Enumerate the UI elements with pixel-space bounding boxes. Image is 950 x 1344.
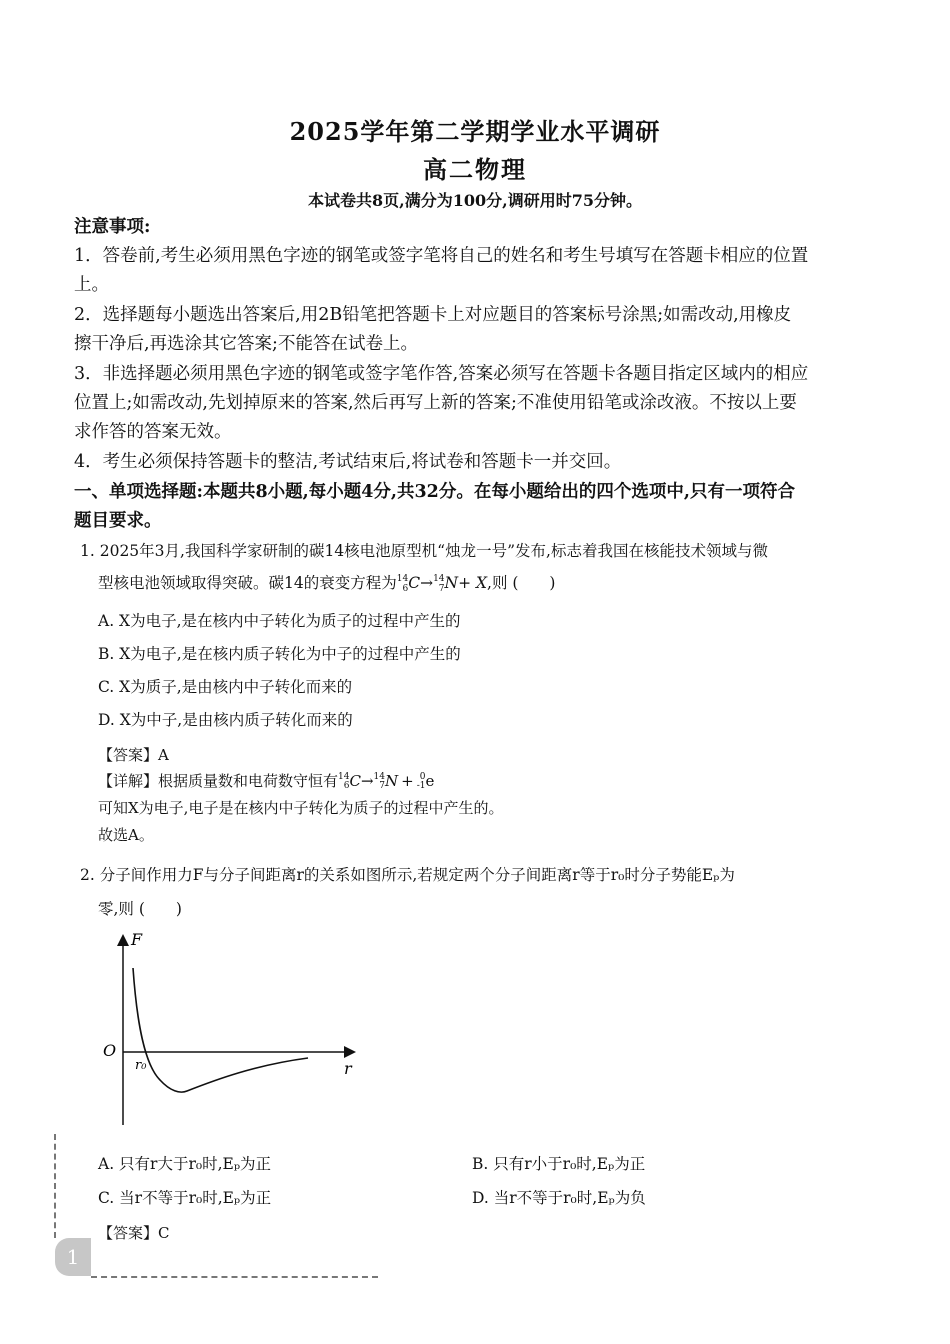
detail-n-mass: 14 (373, 772, 385, 782)
subject-title: 高二物理 (423, 155, 527, 184)
carbon-symbol: C (408, 574, 421, 592)
q1-stem-line-2 (98, 569, 878, 597)
q2-answer: 【答案】C (98, 1224, 170, 1242)
q2-stem-line-2: 零,则 ( ) (98, 900, 182, 918)
note-2-line-2: 擦干净后,再选涂其它答案;不能答在试卷上。 (74, 334, 418, 354)
note-3-line-1: 3．非选择题必须用黑色字迹的钢笔或签字笔作答,答案必须写在答题卡各题目指定区域内的相应 (74, 364, 809, 384)
q2-option-b: B. 只有r小于r₀时,Eₚ为正 (472, 1155, 646, 1173)
q2-stem-line-1: 2. 分子间作用力F与分子间距离r的关系如图所示,若规定两个分子间距离r等于r₀时分子势能Eₚ为 (80, 866, 735, 884)
decay-equation (397, 574, 487, 592)
q1-stem-end: ,则 ( ) (487, 574, 556, 592)
note-3-line-2: 位置上;如需改动,先划掉原来的答案,然后再写上新的答案;不准使用铅笔或涂改液。不按以上要 (74, 393, 797, 413)
nitrogen-symbol: N (444, 574, 459, 592)
force-distance-graph (95, 925, 365, 1135)
note-1-line-1: 1．答卷前,考生必须用黑色字迹的钢笔或签字笔将自己的姓名和考生号填写在答题卡相应的位置 (74, 246, 809, 266)
plus-x: + X (458, 574, 488, 592)
c-charge-number: 6 (402, 584, 409, 594)
detail-nitrogen: N (384, 772, 399, 790)
detail-c-charge: 6 (343, 781, 350, 791)
dashed-border-left (54, 1134, 56, 1238)
detail-c-mass: 14 (338, 772, 350, 782)
q2-option-d: D. 当r不等于r₀时,Eₚ为负 (472, 1189, 646, 1207)
electron-mass: 0 (419, 772, 426, 782)
r-axis-label: r (344, 1059, 352, 1078)
origin-label: O (103, 1041, 117, 1060)
note-4: 4．考生必须保持答题卡的整洁,考试结束后,将试卷和答题卡一并交回。 (74, 452, 622, 472)
exam-info: 本试卷共8页,满分为100分,调研用时75分钟。 (308, 191, 642, 210)
detail-carbon: C (349, 772, 361, 790)
q1-option-d: D. X为中子,是由核内质子转化而来的 (98, 711, 353, 729)
detail-arrow: → (360, 772, 374, 790)
r0-label: r₀ (135, 1058, 147, 1073)
dashed-border-bottom (91, 1276, 378, 1278)
detail-n-charge: 7 (379, 781, 385, 791)
f-axis-label: F (131, 930, 143, 949)
q1-detail-line-2: 可知X为电子,电子是在核内中子转化为质子的过程中产生的。 (98, 799, 504, 817)
c-mass-number: 14 (396, 574, 409, 584)
q1-detail-line-1: 【详解】根据质量数和电荷数守恒有14 6C→14 7N + 0 -1e (98, 772, 435, 791)
q1-detail-line-3: 故选A。 (98, 826, 154, 844)
section-heading-line-2: 题目要求。 (74, 511, 162, 531)
notes-heading: 注意事项: (74, 217, 151, 237)
n-charge-number: 7 (438, 584, 445, 594)
q2-option-c: C. 当r不等于r₀时,Eₚ为正 (98, 1189, 272, 1207)
q1-option-a: A. X为电子,是在核内中子转化为质子的过程中产生的 (98, 612, 461, 630)
note-2-line-1: 2．选择题每小题选出答案后,用2B铅笔把答题卡上对应题目的答案标号涂黑;如需改动,用橡皮 (74, 305, 792, 325)
q1-detail-text: 【详解】根据质量数和电荷数守恒有 (98, 772, 339, 790)
page-number: 1 (55, 1238, 91, 1276)
q1-option-b: B. X为电子,是在核内质子转化为中子的过程中产生的 (98, 645, 461, 663)
section-heading-line-1: 一、单项选择题:本题共8小题,每小题4分,共32分。在每小题给出的四个选项中,只有一项符合 (74, 482, 795, 502)
note-1-line-2: 上。 (74, 275, 109, 295)
electron-symbol: e (425, 772, 435, 790)
q1-answer: 【答案】A (98, 746, 169, 764)
electron-charge: -1 (416, 781, 426, 791)
n-mass-number: 14 (433, 574, 445, 584)
force-curve (133, 968, 308, 1092)
exam-title: 2025学年第二学期学业水平调研 (289, 117, 661, 146)
q1-stem-text: 型核电池领域取得突破。碳14的衰变方程为 (98, 574, 397, 592)
arrow: → (420, 574, 434, 592)
q1-option-c: C. X为质子,是由核内中子转化而来的 (98, 678, 353, 696)
q1-stem-line-1: 1. 2025年3月,我国科学家研制的碳14核电池原型机“烛龙一号”发布,标志着我国在核能技术领域与微 (80, 542, 768, 560)
note-3-line-3: 求作答的答案无效。 (74, 422, 232, 442)
q2-option-a: A. 只有r大于r₀时,Eₚ为正 (98, 1155, 272, 1173)
